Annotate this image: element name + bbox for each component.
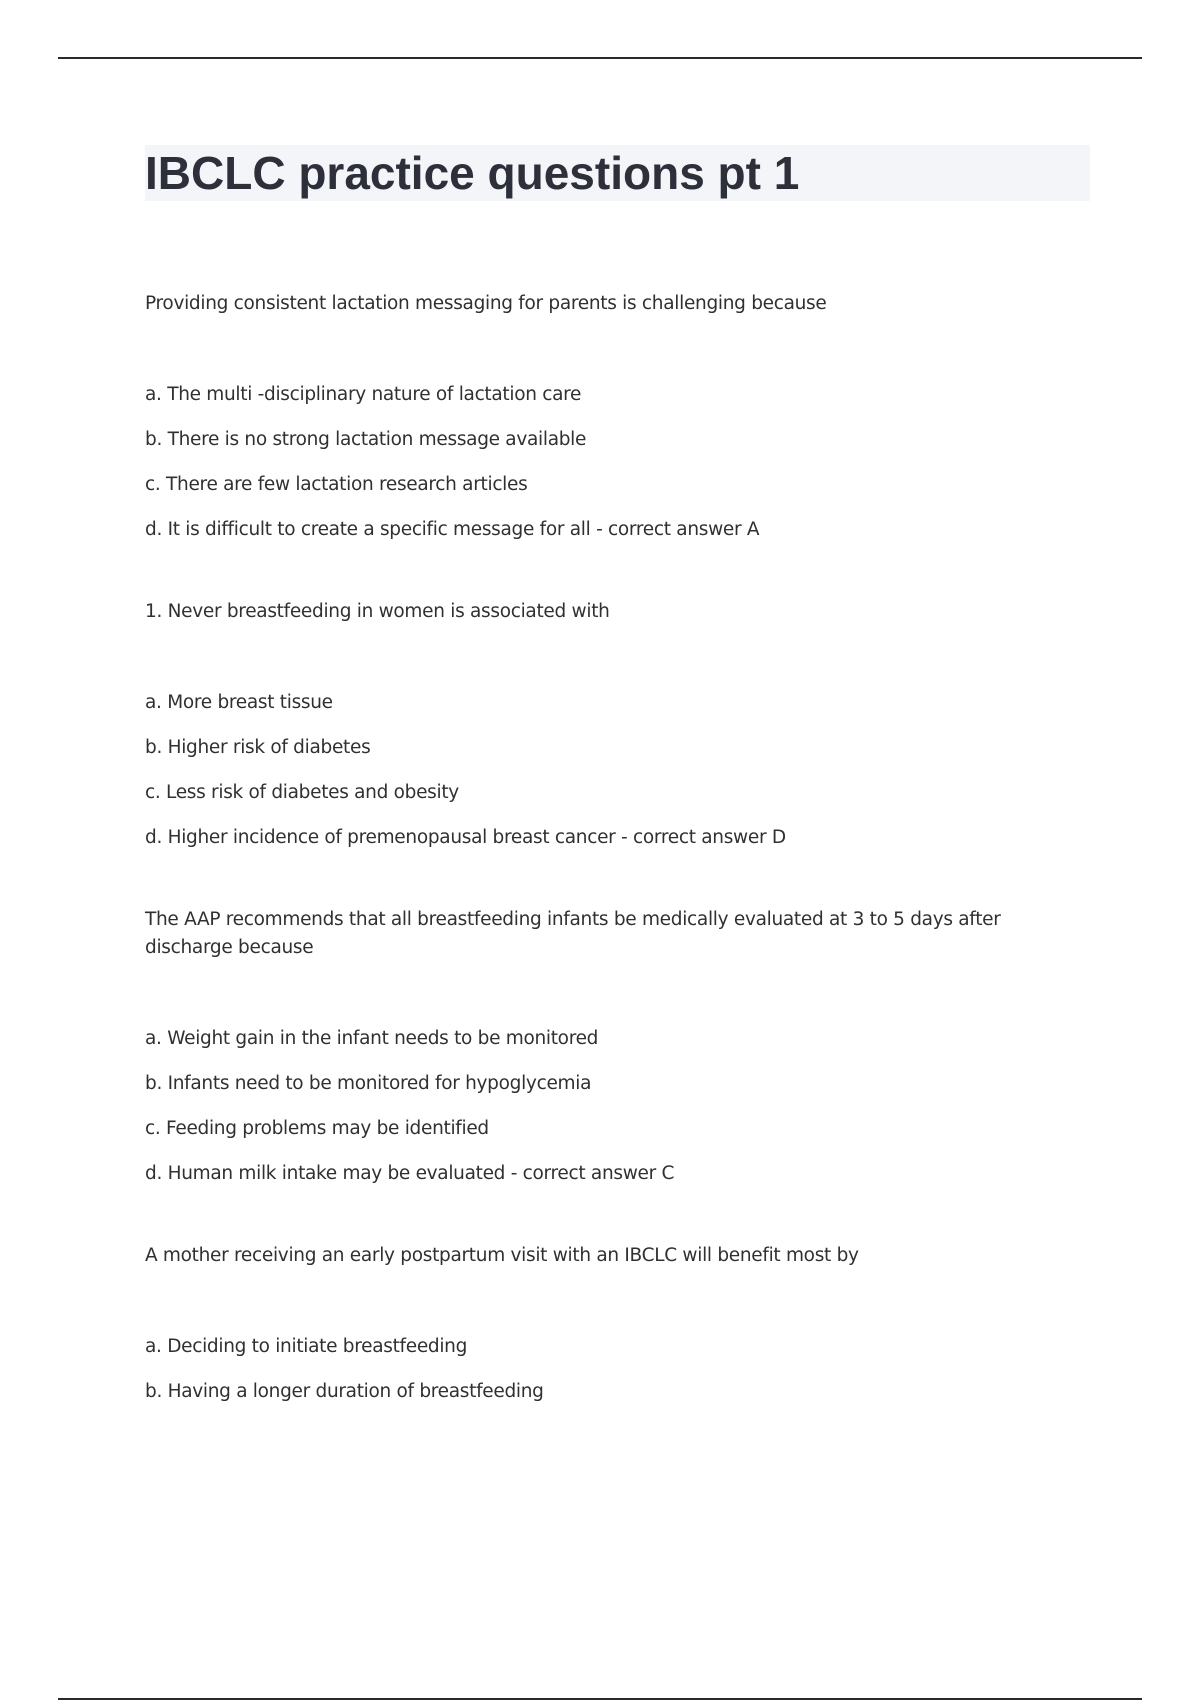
option-item: a. More breast tissue (145, 692, 333, 713)
top-rule (58, 57, 1142, 59)
question-list (145, 290, 1090, 1423)
option-item: d. Higher incidence of premenopausal breast cancer - correct answer D (145, 827, 786, 848)
options-list (145, 381, 1090, 561)
option-item: a. Deciding to initiate breastfeeding (145, 1336, 468, 1357)
option-item: a. The multi -disciplinary nature of lactation care (145, 384, 582, 405)
question-text: 1. Never breastfeeding in women is associated with (145, 601, 610, 622)
options-list (145, 1025, 1090, 1205)
question-block (145, 906, 1090, 1205)
options-list (145, 689, 1090, 869)
question-block (145, 598, 1090, 869)
options-list (145, 1333, 1090, 1423)
question-block (145, 1242, 1090, 1423)
option-item: b. Having a longer duration of breastfeeding (145, 1381, 544, 1402)
option-item: a. Weight gain in the infant needs to be monitored (145, 1028, 599, 1049)
option-item: b. There is no strong lactation message available (145, 429, 587, 450)
question-block (145, 290, 1090, 561)
document-title: IBCLC practice questions pt 1 (145, 147, 800, 199)
option-item: c. There are few lactation research articles (145, 474, 528, 495)
option-item: b. Higher risk of diabetes (145, 737, 371, 758)
option-item: b. Infants need to be monitored for hypoglycemia (145, 1073, 592, 1094)
question-text: The AAP recommends that all breastfeeding infants be medically evaluated at 3 to 5 days after discharge because (145, 909, 1001, 958)
option-item: d. It is difficult to create a specific message for all - correct answer A (145, 519, 760, 540)
question-text: Providing consistent lactation messaging for parents is challenging because (145, 293, 827, 314)
option-item: c. Feeding problems may be identified (145, 1118, 489, 1139)
option-item: c. Less risk of diabetes and obesity (145, 782, 459, 803)
question-text: A mother receiving an early postpartum visit with an IBCLC will benefit most by (145, 1245, 859, 1266)
option-item: d. Human milk intake may be evaluated - correct answer C (145, 1163, 675, 1184)
